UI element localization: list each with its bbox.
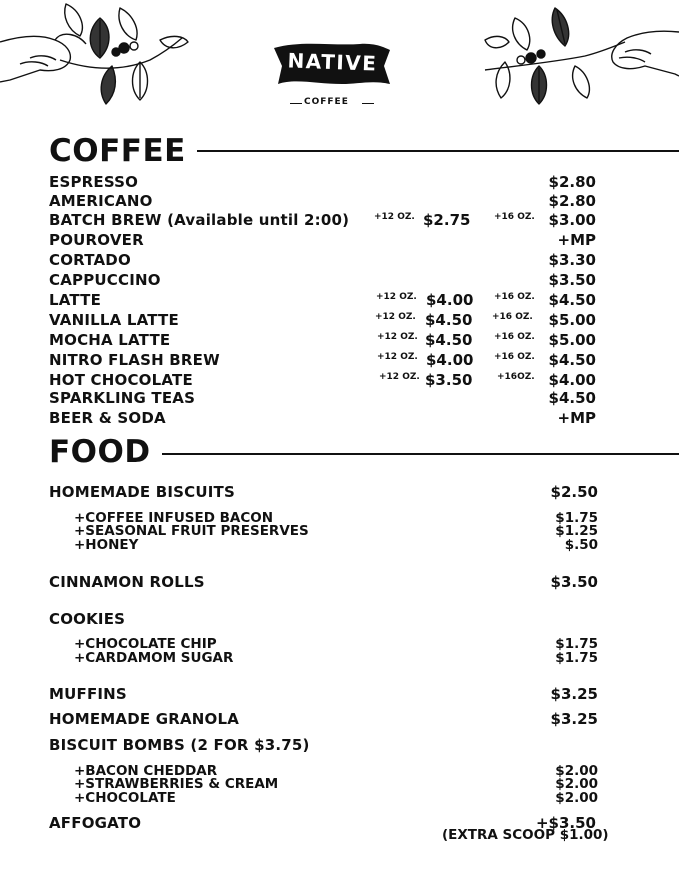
- item-price: $3.50: [548, 271, 596, 289]
- addon-name: +HONEY: [74, 537, 139, 553]
- item-price: $3.25: [550, 710, 598, 728]
- addon-price: $2.00: [555, 776, 598, 792]
- food-section-divider: [162, 453, 679, 455]
- item-size-small: +12 OZ.: [379, 372, 420, 382]
- item-name: LATTE: [49, 291, 102, 309]
- item-name: HOMEMADE GRANOLA: [49, 710, 240, 728]
- item-name: AFFOGATO: [49, 814, 142, 832]
- item-price: $4.50: [548, 389, 596, 407]
- item-name: COOKIES: [49, 610, 126, 628]
- item-price: $3.25: [550, 685, 598, 703]
- coffee-section-divider: [197, 150, 679, 152]
- item-price-small: $4.50: [425, 331, 473, 349]
- item-name: BEER & SODA: [49, 409, 166, 427]
- item-name: BISCUIT BOMBS (2 FOR $3.75): [49, 736, 310, 754]
- item-name: MUFFINS: [49, 685, 127, 703]
- item-name: CAPPUCCINO: [49, 271, 161, 289]
- item-price: $3.30: [548, 251, 596, 269]
- addon-price: $2.00: [555, 790, 598, 806]
- item-price: $4.50: [548, 351, 596, 369]
- addon-price: $1.25: [555, 523, 598, 539]
- item-size-small: +12 OZ.: [376, 292, 417, 302]
- item-price: $3.00: [548, 211, 596, 229]
- addon-name: +STRAWBERRIES & CREAM: [74, 776, 279, 792]
- item-price: +$3.50: [535, 814, 596, 832]
- item-price: $4.00: [548, 371, 596, 389]
- item-price: $3.50: [550, 573, 598, 591]
- item-name: ESPRESSO: [49, 173, 139, 191]
- addon-price: $1.75: [555, 650, 598, 666]
- item-price-small: $4.50: [425, 311, 473, 329]
- item-name: POUROVER: [49, 231, 144, 249]
- brand-sub-rule-right: [362, 103, 374, 104]
- item-name: MOCHA LATTE: [49, 331, 171, 349]
- item-size-large: +16 OZ.: [494, 352, 535, 362]
- addon-price: $1.75: [555, 636, 598, 652]
- addon-name: +CHOCOLATE: [74, 790, 176, 806]
- item-price: $2.80: [548, 192, 596, 210]
- item-price: +MP: [557, 409, 596, 427]
- item-size-large: +16 OZ.: [492, 312, 533, 322]
- item-size-small: +12 OZ.: [375, 312, 416, 322]
- item-size-small: +12 OZ.: [374, 212, 415, 222]
- coffee-section-title: COFFEE: [49, 133, 186, 169]
- item-name: BATCH BREW (Available until 2:00): [49, 211, 350, 229]
- addon-name: +SEASONAL FRUIT PRESERVES: [74, 523, 309, 539]
- brand-sub-rule-left: [290, 103, 302, 104]
- item-name: CORTADO: [49, 251, 131, 269]
- addon-name: +COFFEE INFUSED BACON: [74, 510, 274, 526]
- addon-name: +BACON CHEDDAR: [74, 763, 218, 779]
- item-price-small: $3.50: [425, 371, 473, 389]
- item-name: SPARKLING TEAS: [49, 389, 196, 407]
- item-size-small: +12 OZ.: [377, 332, 418, 342]
- food-section-title: FOOD: [49, 434, 151, 470]
- item-name: HOT CHOCOLATE: [49, 371, 193, 389]
- item-name: CINNAMON ROLLS: [49, 573, 205, 591]
- brand-subtitle: COFFEE: [304, 97, 349, 107]
- item-size-small: +12 OZ.: [377, 352, 418, 362]
- hand-holding-coffee-branch-illustration: [0, 0, 190, 115]
- hand-holding-coffee-branch-illustration-right: [475, 0, 679, 115]
- item-name: HOMEMADE BISCUITS: [49, 483, 235, 501]
- addon-price: $1.75: [555, 510, 598, 526]
- item-name: AMERICANO: [49, 192, 153, 210]
- item-size-large: +16OZ.: [497, 372, 535, 382]
- item-note: (EXTRA SCOOP $1.00): [442, 827, 609, 843]
- addon-price: $.50: [564, 537, 598, 553]
- item-price: $5.00: [548, 311, 596, 329]
- item-price-small: $4.00: [426, 351, 474, 369]
- item-size-large: +16 OZ.: [494, 332, 535, 342]
- item-price: $4.50: [548, 291, 596, 309]
- item-size-large: +16 OZ.: [494, 292, 535, 302]
- item-name: NITRO FLASH BREW: [49, 351, 220, 369]
- item-price-small: $4.00: [426, 291, 474, 309]
- item-price: $2.80: [548, 173, 596, 191]
- item-price: $2.50: [550, 483, 598, 501]
- item-price: $5.00: [548, 331, 596, 349]
- addon-price: $2.00: [555, 763, 598, 779]
- item-price-small: $2.75: [423, 211, 471, 229]
- item-name: VANILLA LATTE: [49, 311, 179, 329]
- addon-name: +CARDAMOM SUGAR: [74, 650, 234, 666]
- item-size-large: +16 OZ.: [494, 212, 535, 222]
- item-price: +MP: [557, 231, 596, 249]
- addon-name: +CHOCOLATE CHIP: [74, 636, 217, 652]
- brand-name: NATIVE: [287, 48, 378, 76]
